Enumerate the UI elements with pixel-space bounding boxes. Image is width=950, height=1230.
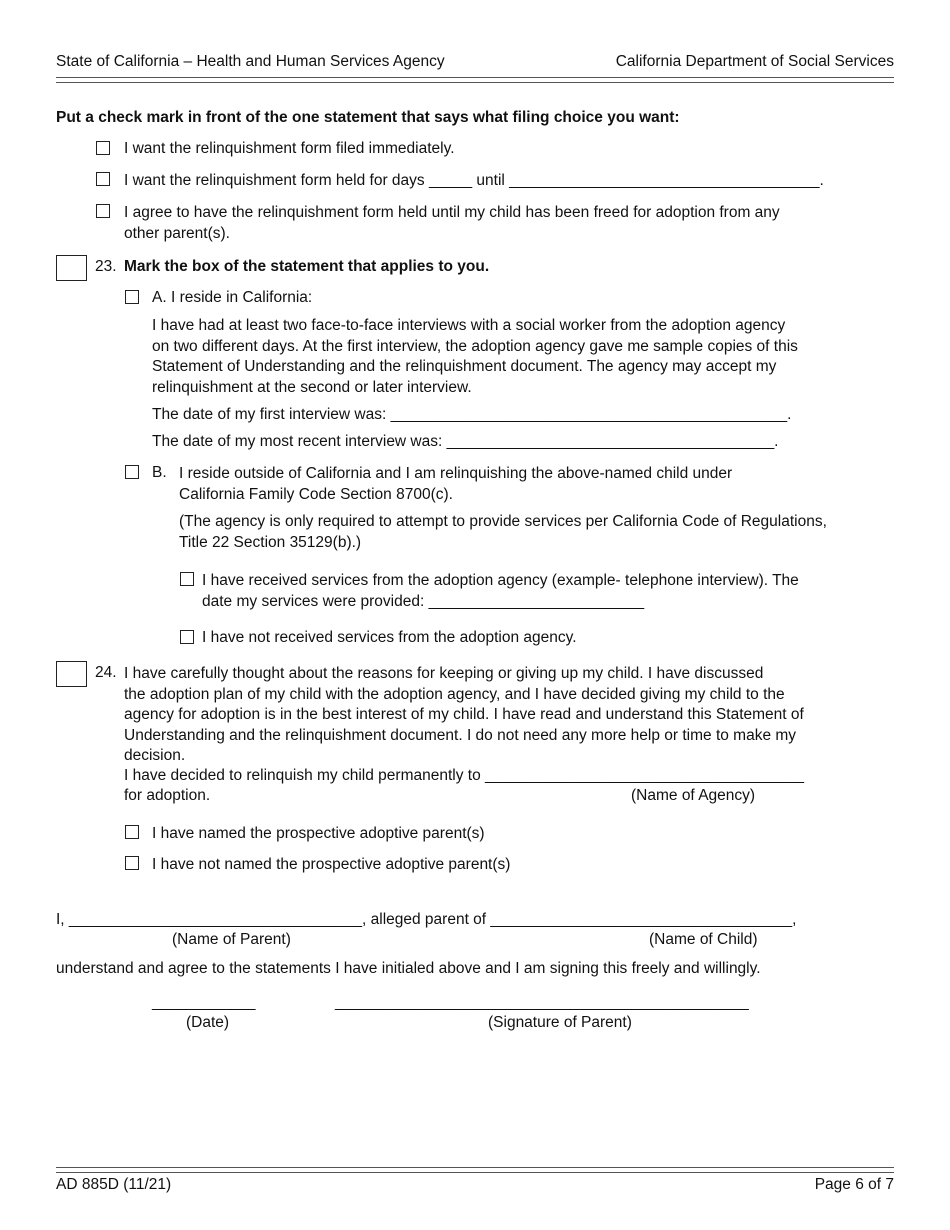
- reside-outside-line2: California Family Code Section 8700(c).: [179, 485, 453, 503]
- item24-number: 24.: [95, 664, 117, 681]
- date-caption: (Date): [186, 1014, 230, 1031]
- filing-held-until-freed-label: [124, 203, 780, 244]
- header-department: California Department of Social Services: [615, 53, 894, 70]
- agency-name-field[interactable]: I have decided to relinquish my child permanently to _____________________________________: [124, 767, 804, 784]
- reside-california-label: A. I reside in California:: [152, 289, 313, 306]
- item24-initial-box[interactable]: [56, 661, 87, 687]
- item23-initial-box[interactable]: [56, 255, 87, 281]
- agency-caption: (Name of Agency): [631, 787, 756, 804]
- reside-outside-label: [179, 464, 732, 505]
- interviews-line: relinquishment at the second or later interview.: [152, 378, 472, 396]
- not-named-parents-checkbox[interactable]: [125, 856, 139, 870]
- received-services-line1: I have received services from the adoption agency (example- telephone interview). The: [202, 572, 799, 589]
- filing-held-days-checkbox[interactable]: [96, 172, 110, 186]
- item24-line: decision.: [124, 747, 186, 764]
- no-services-label: I have not received services from the adoption agency.: [202, 629, 577, 646]
- filing-immediately-label: I want the relinquishment form filed immediately.: [124, 140, 455, 157]
- item24-paragraph: [124, 664, 804, 767]
- interviews-line: I have had at least two face-to-face interviews with a social worker from the adoption agency: [152, 317, 786, 334]
- reside-outside-letter: B.: [152, 464, 167, 481]
- named-parents-checkbox[interactable]: [125, 825, 139, 839]
- for-adoption-text: for adoption.: [124, 787, 211, 804]
- first-interview-date-field[interactable]: The date of my first interview was: ______________________________________________.: [152, 406, 792, 423]
- reside-outside-checkbox[interactable]: [125, 465, 139, 479]
- parent-name-caption: (Name of Parent): [172, 931, 291, 948]
- filing-held-days-label: I want the relinquishment form held for days _____ until ____________________________________.: [124, 172, 824, 189]
- not-named-parents-label: I have not named the prospective adoptive parent(s): [152, 856, 511, 873]
- header-divider: [56, 77, 894, 83]
- regulations-note-line1: (The agency is only required to attempt to provide services per California Code of Regulations,: [179, 513, 827, 530]
- no-services-checkbox[interactable]: [180, 630, 194, 644]
- item23-title: Mark the box of the statement that applies to you.: [124, 258, 490, 275]
- regulations-note-line2: Title 22 Section 35129(b).): [179, 533, 362, 551]
- item24-line: agency for adoption is in the best interest of my child. I have read and understand this Statement of: [124, 706, 804, 723]
- page-number: Page 6 of 7: [814, 1176, 894, 1193]
- interviews-line: on two different days. At the first interview, the adoption agency gave me sample copies of this: [152, 337, 798, 355]
- filing-immediately-checkbox[interactable]: [96, 141, 110, 155]
- filing-instruction: Put a check mark in front of the one statement that says what filing choice you want:: [56, 109, 680, 126]
- signature-caption: (Signature of Parent): [488, 1014, 632, 1031]
- header-agency: State of California – Health and Human Services Agency: [56, 53, 445, 70]
- date-field[interactable]: ____________: [152, 994, 256, 1011]
- filing-held-until-freed-checkbox[interactable]: [96, 204, 110, 218]
- interviews-paragraph: [152, 316, 798, 398]
- received-services-checkbox[interactable]: [180, 572, 194, 586]
- item24-line: Understanding and the relinquishment document. I do not need any more help or time to make my: [124, 726, 797, 744]
- interviews-line: Statement of Understanding and the relinquishment document. The agency may accept my: [152, 358, 777, 375]
- form-number: AD 885D (11/21): [56, 1176, 172, 1193]
- signature-field[interactable]: ________________________________________________: [335, 994, 749, 1011]
- filing-opt3-line1: I agree to have the relinquishment form held until my child has been freed for adoption from any: [124, 204, 780, 221]
- agreement-statement: understand and agree to the statements I have initialed above and I am signing this freely and willingly.: [56, 960, 761, 977]
- received-services-label: [202, 571, 799, 612]
- reside-outside-line1: I reside outside of California and I am relinquishing the above-named child under: [179, 465, 733, 482]
- recent-interview-date-field[interactable]: The date of my most recent interview was: ______________________________________.: [152, 433, 779, 450]
- item24-line: I have carefully thought about the reasons for keeping or giving up my child. I have discussed: [124, 665, 764, 682]
- item24-line: the adoption plan of my child with the adoption agency, and I have decided giving my child to the: [124, 685, 785, 703]
- footer-divider: [56, 1167, 894, 1173]
- parent-child-name-line[interactable]: I, __________________________________, alleged parent of ___________________________________,: [56, 911, 797, 928]
- reside-california-checkbox[interactable]: [125, 290, 139, 304]
- regulations-note: [179, 512, 827, 553]
- item23-number: 23.: [95, 258, 117, 275]
- services-date-field[interactable]: date my services were provided: _________________________: [202, 592, 645, 610]
- named-parents-label: I have named the prospective adoptive parent(s): [152, 825, 485, 842]
- child-name-caption: (Name of Child): [649, 931, 758, 948]
- filing-opt3-line2: other parent(s).: [124, 224, 230, 242]
